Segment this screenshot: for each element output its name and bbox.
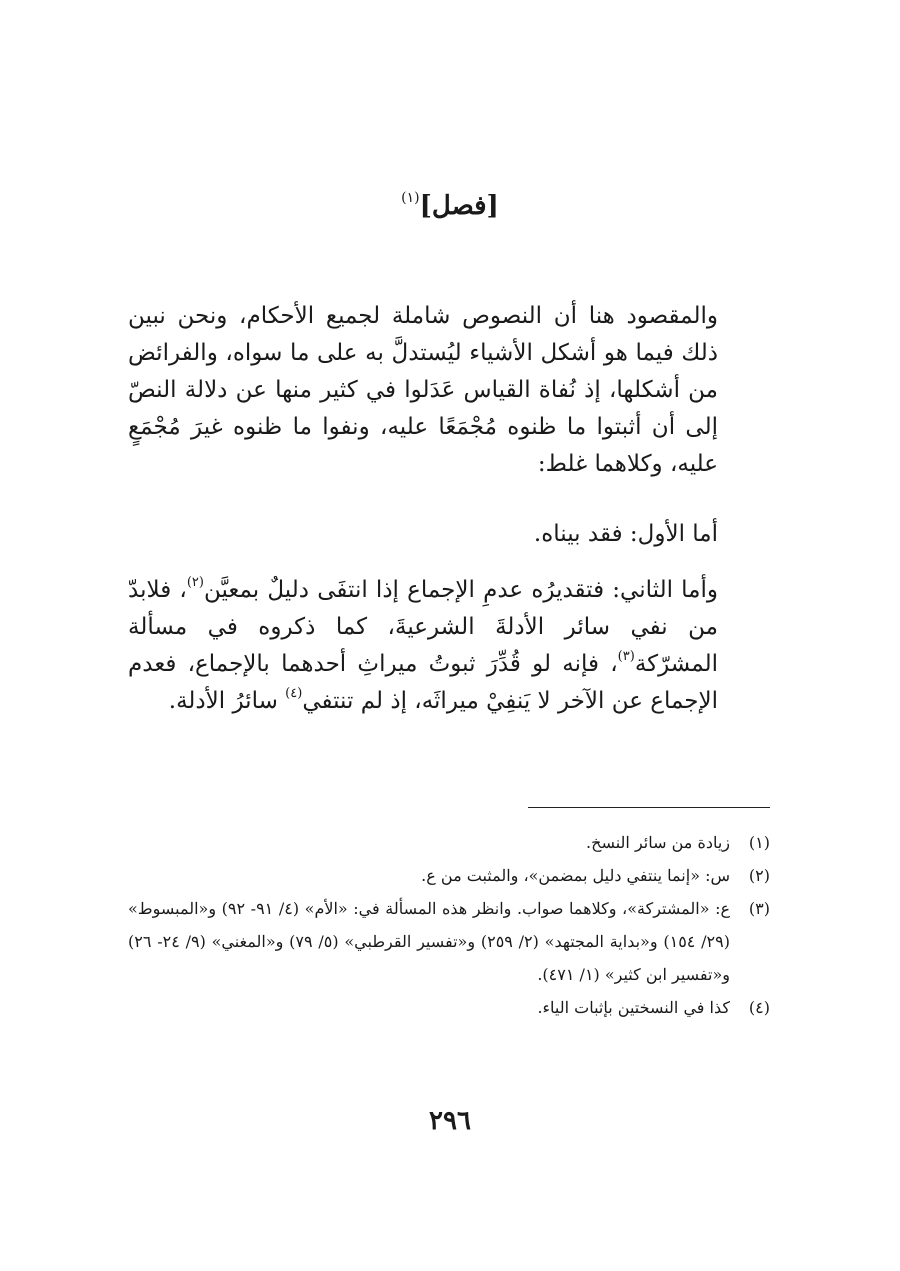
footnote-text: زيادة من سائر النسخ. [586, 833, 730, 852]
footnote-divider [528, 807, 770, 808]
footnotes [128, 826, 770, 1024]
paragraph-segment: وأما الثاني: فتقديرُه عدمِ الإجماع إذا انتفَى دليلٌ بمعيَّن [203, 577, 718, 603]
footnote-number: (٣) [748, 899, 770, 918]
footnote-ref-4: (٤) [285, 686, 303, 701]
body-paragraph-3 [128, 572, 744, 720]
section-heading [0, 178, 900, 226]
body-paragraph-1 [128, 298, 744, 483]
footnote-text: كذا في النسختين بإثبات الياء. [537, 998, 730, 1017]
paragraph-text: والمقصود هنا أن النصوص شاملة لجميع الأحكام، ونحن نبين ذلك فيما هو أشكل الأشياء ليُستدلَّ به على ما سواه، والفرائض من أشكلها، إذ نُفاة القياس عَدَلوا في كثير منها عن دلالة النصّ إلى أن أثبتوا ما ظنوه مُجْمَعًا عليه، ونفوا ما ظنوه غيرَ مُجْمَعٍ عليه، وكلاهما غلط: [128, 303, 718, 477]
paragraph-text: أما الأول: فقد بيناه. [533, 521, 718, 547]
section-title: [فصل] [419, 191, 499, 221]
footnote-item [128, 991, 770, 1024]
paragraph-segment: سائرُ الأدلة. [168, 688, 286, 714]
footnote-item [128, 826, 770, 859]
paragraph-text [128, 572, 744, 720]
footnote-item [128, 859, 770, 892]
footnote-ref-2: (٢) [186, 575, 204, 590]
footnote-item [128, 892, 770, 991]
footnote-ref-3: (٣) [617, 649, 635, 664]
paragraph-segment: ، فإنه لو قُدِّرَ ثبوتُ ميراثِ أحدهما بالإجماع، فعدم الإجماع عن الآخر لا يَنفِيْ ميراثَه، إذ لم تنتفي [128, 651, 718, 714]
footnote-number: (١) [748, 833, 770, 852]
footnote-number: (٤) [748, 998, 770, 1017]
footnote-number: (٢) [748, 866, 770, 885]
footnote-ref-1: (١) [401, 190, 420, 206]
body-paragraph-2 [128, 516, 744, 553]
paragraph-segment: ، فلابدّ من نفي سائر الأدلةَ الشرعيةَ، كما ذكروه في مسألة المشرّكة [128, 577, 718, 677]
footnote-text: ع: «المشتركة»، وكلاهما صواب. وانظر هذه المسألة في: «الأم» (٤/ ٩١- ٩٢) و«المبسوط» (٢٩/ ١٥٤) و«بداية المجتهد» (٢/ ٢٥٩) و«تفسير القرطبي» (٥/ ٧٩) و«المغني» (٩/ ٢٤- ٢٦) و«تفسير ابن كثير» (١/ ٤٧١). [128, 899, 731, 984]
footnote-text: س: «إنما ينتفي دليل بمضمن»، والمثبت من ع. [421, 866, 730, 885]
page-number: ٢٩٦ [429, 1106, 471, 1136]
